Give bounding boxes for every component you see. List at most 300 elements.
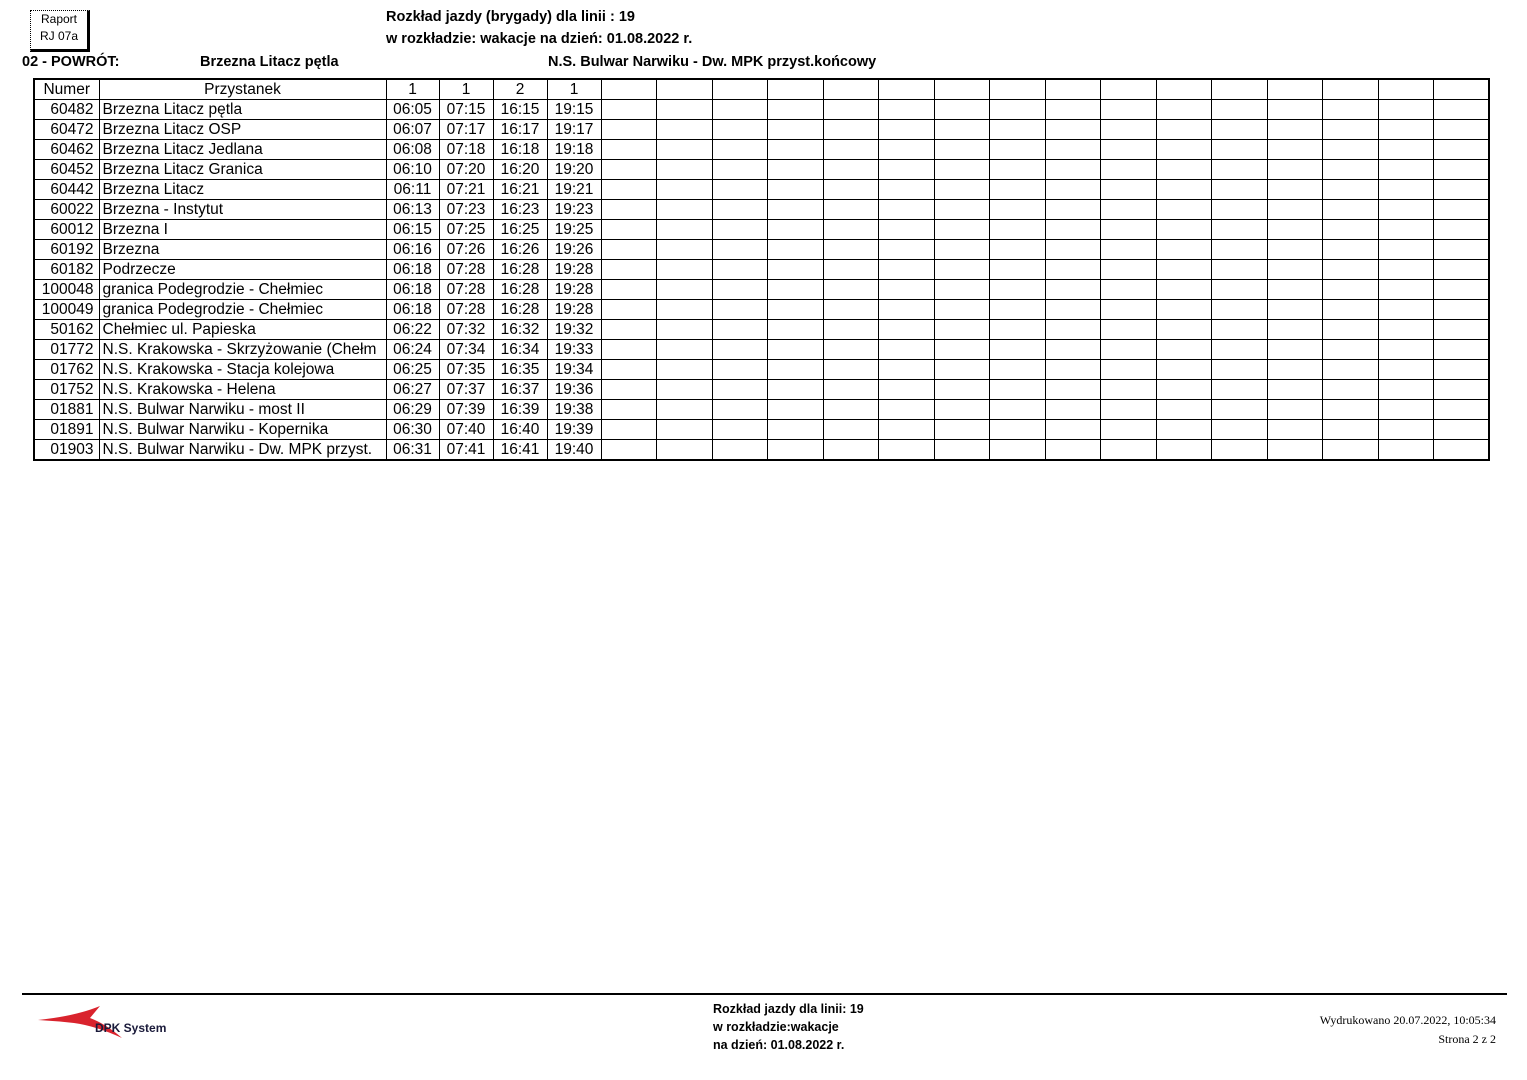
empty-cell <box>712 420 768 440</box>
empty-cell <box>1156 140 1212 160</box>
departure-time: 19:23 <box>547 200 601 220</box>
empty-cell <box>1212 420 1268 440</box>
empty-cell <box>1434 420 1490 440</box>
empty-cell <box>657 260 713 280</box>
empty-cell <box>601 260 657 280</box>
empty-cell <box>1434 340 1490 360</box>
empty-cell <box>1267 440 1323 461</box>
empty-cell <box>1045 200 1101 220</box>
empty-cell <box>879 260 935 280</box>
departure-time: 19:17 <box>547 120 601 140</box>
empty-cell <box>1156 120 1212 140</box>
empty-cell <box>990 300 1046 320</box>
empty-cell <box>768 220 824 240</box>
empty-cell <box>934 120 990 140</box>
departure-time: 19:28 <box>547 280 601 300</box>
empty-cell <box>1267 340 1323 360</box>
report-label: Raport <box>40 12 78 26</box>
departure-time: 07:32 <box>439 320 493 340</box>
empty-cell <box>1045 180 1101 200</box>
departure-time: 19:28 <box>547 300 601 320</box>
empty-cell <box>1156 220 1212 240</box>
empty-cell <box>712 400 768 420</box>
departure-time: 07:37 <box>439 380 493 400</box>
empty-cell <box>1267 160 1323 180</box>
departure-time: 06:10 <box>386 160 439 180</box>
empty-cell <box>712 180 768 200</box>
empty-cell <box>1045 260 1101 280</box>
empty-cell <box>1323 180 1379 200</box>
empty-cell <box>1156 160 1212 180</box>
empty-cell <box>1378 360 1434 380</box>
empty-cell <box>1323 320 1379 340</box>
stop-number: 01891 <box>34 420 99 440</box>
empty-cell <box>1378 140 1434 160</box>
empty-cell <box>990 420 1046 440</box>
empty-cell <box>1045 100 1101 120</box>
empty-cell <box>1378 400 1434 420</box>
table-row <box>34 200 1489 220</box>
departure-time: 16:35 <box>493 360 547 380</box>
empty-cell <box>934 160 990 180</box>
empty-cell <box>1434 320 1490 340</box>
empty-cell <box>1378 180 1434 200</box>
empty-cell <box>768 380 824 400</box>
empty-cell <box>1323 120 1379 140</box>
empty-cell <box>601 100 657 120</box>
empty-cell <box>1434 160 1490 180</box>
empty-cell <box>1156 100 1212 120</box>
empty-cell <box>823 280 879 300</box>
stop-number: 01772 <box>34 340 99 360</box>
empty-cell <box>1101 260 1157 280</box>
empty-cell <box>768 420 824 440</box>
stop-number: 01752 <box>34 380 99 400</box>
empty-cell <box>1434 260 1490 280</box>
empty-cell <box>879 160 935 180</box>
empty-cell <box>1101 440 1157 461</box>
empty-cell <box>657 280 713 300</box>
empty-cell <box>1045 420 1101 440</box>
empty-cell <box>1378 100 1434 120</box>
empty-cell <box>768 360 824 380</box>
empty-cell <box>879 140 935 160</box>
empty-cell <box>1434 200 1490 220</box>
empty-cell <box>1378 440 1434 461</box>
empty-cell <box>1101 360 1157 380</box>
stop-name: Brzezna Litacz Jedlana <box>99 140 386 160</box>
departure-time: 06:05 <box>386 100 439 120</box>
stop-number: 100048 <box>34 280 99 300</box>
departure-time: 06:31 <box>386 440 439 461</box>
empty-cell <box>1267 300 1323 320</box>
empty-cell <box>601 400 657 420</box>
printed-timestamp: Wydrukowano 20.07.2022, 10:05:34 <box>1319 1013 1496 1027</box>
empty-cell <box>1267 180 1323 200</box>
empty-cell <box>1378 380 1434 400</box>
empty-cell <box>1101 100 1157 120</box>
empty-cell <box>1378 340 1434 360</box>
empty-cell <box>879 320 935 340</box>
table-row <box>34 340 1489 360</box>
departure-time: 19:28 <box>547 260 601 280</box>
empty-cell <box>879 100 935 120</box>
departure-time: 07:28 <box>439 260 493 280</box>
col-header-empty <box>601 79 657 100</box>
empty-cell <box>1434 400 1490 420</box>
empty-cell <box>1045 240 1101 260</box>
col-header-empty <box>657 79 713 100</box>
departure-time: 07:23 <box>439 200 493 220</box>
empty-cell <box>1156 360 1212 380</box>
empty-cell <box>990 340 1046 360</box>
empty-cell <box>1267 320 1323 340</box>
departure-time: 16:41 <box>493 440 547 461</box>
empty-cell <box>1378 220 1434 240</box>
departure-time: 07:26 <box>439 240 493 260</box>
empty-cell <box>1212 300 1268 320</box>
empty-cell <box>768 160 824 180</box>
empty-cell <box>1101 420 1157 440</box>
table-row <box>34 280 1489 300</box>
empty-cell <box>657 120 713 140</box>
empty-cell <box>657 160 713 180</box>
col-header-empty <box>879 79 935 100</box>
empty-cell <box>1378 300 1434 320</box>
empty-cell <box>712 220 768 240</box>
page-title: Rozkład jazdy (brygady) dla linii : 19 <box>386 9 635 25</box>
departure-time: 19:20 <box>547 160 601 180</box>
departure-time: 16:23 <box>493 200 547 220</box>
empty-cell <box>1045 280 1101 300</box>
empty-cell <box>768 340 824 360</box>
empty-cell <box>934 200 990 220</box>
stop-name: granica Podegrodzie - Chełmiec <box>99 280 386 300</box>
empty-cell <box>1323 140 1379 160</box>
empty-cell <box>990 120 1046 140</box>
col-header-empty <box>1378 79 1434 100</box>
table-row <box>34 180 1489 200</box>
empty-cell <box>934 440 990 461</box>
empty-cell <box>712 280 768 300</box>
departure-time: 06:07 <box>386 120 439 140</box>
timetable <box>33 78 1490 461</box>
departure-time: 06:18 <box>386 280 439 300</box>
empty-cell <box>823 400 879 420</box>
report-code-box <box>30 10 90 52</box>
empty-cell <box>1045 440 1101 461</box>
table-row <box>34 400 1489 420</box>
empty-cell <box>1045 140 1101 160</box>
empty-cell <box>1434 180 1490 200</box>
empty-cell <box>1378 420 1434 440</box>
departure-time: 07:25 <box>439 220 493 240</box>
departure-time: 16:25 <box>493 220 547 240</box>
stop-number: 60452 <box>34 160 99 180</box>
empty-cell <box>823 420 879 440</box>
empty-cell <box>1378 240 1434 260</box>
empty-cell <box>1434 240 1490 260</box>
empty-cell <box>601 320 657 340</box>
departure-time: 07:41 <box>439 440 493 461</box>
empty-cell <box>934 220 990 240</box>
empty-cell <box>990 440 1046 461</box>
empty-cell <box>601 420 657 440</box>
empty-cell <box>712 100 768 120</box>
empty-cell <box>601 200 657 220</box>
empty-cell <box>601 360 657 380</box>
table-row <box>34 420 1489 440</box>
empty-cell <box>1267 220 1323 240</box>
empty-cell <box>1101 220 1157 240</box>
empty-cell <box>1101 340 1157 360</box>
table-row <box>34 220 1489 240</box>
empty-cell <box>1045 160 1101 180</box>
departure-time: 16:26 <box>493 240 547 260</box>
departure-time: 16:28 <box>493 260 547 280</box>
table-row <box>34 240 1489 260</box>
empty-cell <box>712 360 768 380</box>
empty-cell <box>1045 400 1101 420</box>
col-header-empty <box>712 79 768 100</box>
empty-cell <box>1434 440 1490 461</box>
departure-time: 06:29 <box>386 400 439 420</box>
empty-cell <box>1323 420 1379 440</box>
empty-cell <box>1434 380 1490 400</box>
empty-cell <box>1156 300 1212 320</box>
empty-cell <box>657 180 713 200</box>
footer-print-info <box>1320 1011 1496 1049</box>
stop-name: Brzezna Litacz OSP <box>99 120 386 140</box>
table-row <box>34 440 1489 461</box>
col-header-empty <box>1212 79 1268 100</box>
empty-cell <box>1156 280 1212 300</box>
empty-cell <box>768 320 824 340</box>
empty-cell <box>1212 180 1268 200</box>
empty-cell <box>823 340 879 360</box>
empty-cell <box>990 200 1046 220</box>
empty-cell <box>1323 360 1379 380</box>
stop-name: Podrzecze <box>99 260 386 280</box>
empty-cell <box>1156 440 1212 461</box>
empty-cell <box>768 300 824 320</box>
empty-cell <box>657 360 713 380</box>
stop-number: 60472 <box>34 120 99 140</box>
stop-number: 60012 <box>34 220 99 240</box>
departure-time: 06:13 <box>386 200 439 220</box>
empty-cell <box>879 280 935 300</box>
table-row <box>34 260 1489 280</box>
table-row <box>34 100 1489 120</box>
departure-time: 16:21 <box>493 180 547 200</box>
empty-cell <box>1045 300 1101 320</box>
empty-cell <box>1267 120 1323 140</box>
departure-time: 06:18 <box>386 300 439 320</box>
empty-cell <box>1101 400 1157 420</box>
table-row <box>34 160 1489 180</box>
empty-cell <box>990 380 1046 400</box>
departure-time: 07:18 <box>439 140 493 160</box>
empty-cell <box>1434 140 1490 160</box>
empty-cell <box>1212 260 1268 280</box>
departure-time: 16:18 <box>493 140 547 160</box>
page-number: Strona 2 z 2 <box>1438 1032 1496 1046</box>
empty-cell <box>1101 140 1157 160</box>
empty-cell <box>1212 120 1268 140</box>
table-row <box>34 120 1489 140</box>
empty-cell <box>768 120 824 140</box>
empty-cell <box>712 380 768 400</box>
departure-time: 19:15 <box>547 100 601 120</box>
col-header-empty <box>1156 79 1212 100</box>
empty-cell <box>990 160 1046 180</box>
empty-cell <box>657 220 713 240</box>
empty-cell <box>1101 300 1157 320</box>
footer-info <box>713 1000 864 1054</box>
empty-cell <box>657 380 713 400</box>
empty-cell <box>601 220 657 240</box>
empty-cell <box>990 400 1046 420</box>
empty-cell <box>1378 120 1434 140</box>
departure-time: 07:28 <box>439 280 493 300</box>
stop-number: 60182 <box>34 260 99 280</box>
empty-cell <box>1045 320 1101 340</box>
empty-cell <box>934 240 990 260</box>
stop-name: N.S. Bulwar Narwiku - Dw. MPK przyst. <box>99 440 386 461</box>
stop-number: 100049 <box>34 300 99 320</box>
stop-name: Brzezna - Instytut <box>99 200 386 220</box>
col-header-brigade: 1 <box>547 79 601 100</box>
empty-cell <box>1378 260 1434 280</box>
empty-cell <box>601 180 657 200</box>
empty-cell <box>768 180 824 200</box>
departure-time: 16:15 <box>493 100 547 120</box>
col-header-stop: Przystanek <box>99 79 386 100</box>
empty-cell <box>1267 200 1323 220</box>
empty-cell <box>1101 240 1157 260</box>
empty-cell <box>1045 120 1101 140</box>
empty-cell <box>1323 340 1379 360</box>
departure-time: 16:17 <box>493 120 547 140</box>
empty-cell <box>823 360 879 380</box>
empty-cell <box>1212 380 1268 400</box>
departure-time: 19:40 <box>547 440 601 461</box>
stop-name: Brzezna Litacz <box>99 180 386 200</box>
empty-cell <box>1267 420 1323 440</box>
empty-cell <box>657 140 713 160</box>
empty-cell <box>1101 280 1157 300</box>
departure-time: 06:27 <box>386 380 439 400</box>
empty-cell <box>1156 420 1212 440</box>
stop-name: N.S. Krakowska - Stacja kolejowa <box>99 360 386 380</box>
empty-cell <box>1323 300 1379 320</box>
departure-time: 07:34 <box>439 340 493 360</box>
empty-cell <box>1267 280 1323 300</box>
empty-cell <box>934 400 990 420</box>
empty-cell <box>934 340 990 360</box>
empty-cell <box>934 180 990 200</box>
departure-time: 16:28 <box>493 300 547 320</box>
empty-cell <box>879 120 935 140</box>
stop-number: 50162 <box>34 320 99 340</box>
departure-time: 19:32 <box>547 320 601 340</box>
table-row <box>34 300 1489 320</box>
empty-cell <box>1101 200 1157 220</box>
empty-cell <box>934 380 990 400</box>
stop-number: 60022 <box>34 200 99 220</box>
empty-cell <box>601 120 657 140</box>
departure-time: 19:38 <box>547 400 601 420</box>
col-header-brigade: 1 <box>386 79 439 100</box>
departure-time: 16:34 <box>493 340 547 360</box>
empty-cell <box>1212 320 1268 340</box>
empty-cell <box>1156 400 1212 420</box>
empty-cell <box>934 140 990 160</box>
departure-time: 06:22 <box>386 320 439 340</box>
empty-cell <box>990 240 1046 260</box>
empty-cell <box>823 100 879 120</box>
empty-cell <box>1212 100 1268 120</box>
empty-cell <box>879 440 935 461</box>
empty-cell <box>934 280 990 300</box>
empty-cell <box>1323 200 1379 220</box>
departure-time: 07:20 <box>439 160 493 180</box>
stop-number: 01881 <box>34 400 99 420</box>
stop-number: 60192 <box>34 240 99 260</box>
table-header-row <box>34 79 1489 100</box>
empty-cell <box>823 240 879 260</box>
col-header-number: Numer <box>34 79 99 100</box>
empty-cell <box>1267 240 1323 260</box>
empty-cell <box>879 340 935 360</box>
empty-cell <box>934 300 990 320</box>
empty-cell <box>1323 220 1379 240</box>
empty-cell <box>1156 320 1212 340</box>
empty-cell <box>879 360 935 380</box>
departure-time: 19:25 <box>547 220 601 240</box>
empty-cell <box>1212 200 1268 220</box>
empty-cell <box>990 320 1046 340</box>
empty-cell <box>1434 220 1490 240</box>
empty-cell <box>1045 340 1101 360</box>
departure-time: 07:21 <box>439 180 493 200</box>
empty-cell <box>657 240 713 260</box>
empty-cell <box>823 200 879 220</box>
empty-cell <box>879 240 935 260</box>
col-header-empty <box>768 79 824 100</box>
empty-cell <box>1323 400 1379 420</box>
empty-cell <box>823 300 879 320</box>
empty-cell <box>1212 280 1268 300</box>
empty-cell <box>1434 100 1490 120</box>
departure-time: 06:24 <box>386 340 439 360</box>
empty-cell <box>1212 240 1268 260</box>
empty-cell <box>823 180 879 200</box>
departure-time: 19:21 <box>547 180 601 200</box>
departure-time: 19:34 <box>547 360 601 380</box>
col-header-empty <box>823 79 879 100</box>
empty-cell <box>934 420 990 440</box>
departure-time: 07:39 <box>439 400 493 420</box>
empty-cell <box>1323 440 1379 461</box>
departure-time: 06:18 <box>386 260 439 280</box>
empty-cell <box>1378 160 1434 180</box>
stop-name: N.S. Bulwar Narwiku - Kopernika <box>99 420 386 440</box>
empty-cell <box>823 380 879 400</box>
empty-cell <box>601 440 657 461</box>
empty-cell <box>1323 100 1379 120</box>
stop-number: 01903 <box>34 440 99 461</box>
